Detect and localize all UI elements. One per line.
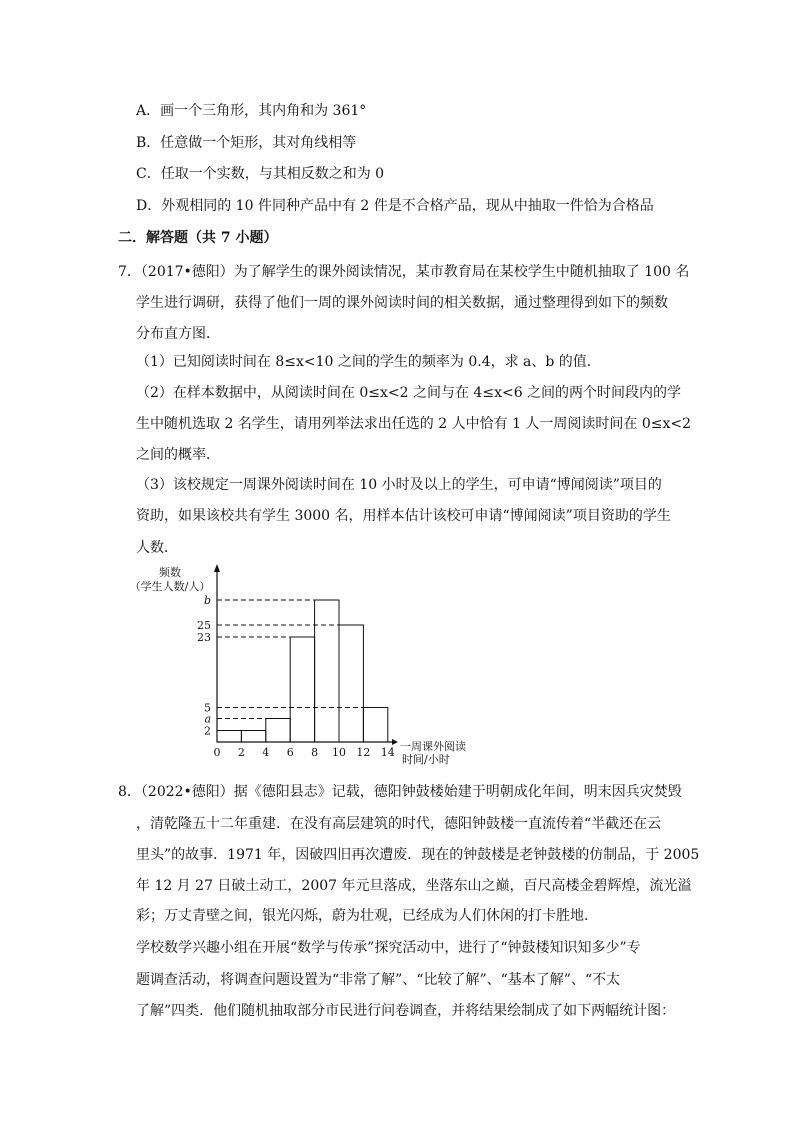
frequency-histogram bbox=[120, 560, 520, 770]
y-tick-label-23: 23 bbox=[197, 631, 211, 644]
q7-line-10: 人数． bbox=[136, 540, 178, 556]
x-tick-label-2: 2 bbox=[237, 746, 245, 759]
q8-line-7: 题调查活动，将调查问题设置为“非常了解”、“比较了解”、“基本了解”、“不太 bbox=[136, 972, 621, 988]
q8-line-4: 年 12 月 27 日破土动工，2007 年元旦落成，坐落东山之巅，百尺高楼金碧辉煌，流光溢 bbox=[136, 878, 692, 894]
section-title: 二．解答题（共 7 小题） bbox=[118, 230, 278, 246]
x-tick-label-6: 6 bbox=[286, 746, 294, 759]
q7-line-4: （1）已知阅读时间在 8≤x<10 之间的学生的频率为 0.4，求 a、b 的值． bbox=[136, 354, 601, 370]
y-axis-title-1: 频数 bbox=[159, 566, 181, 579]
x-tick-label-8: 8 bbox=[311, 746, 319, 759]
option-a: A．画一个三角形，其内角和为 361° bbox=[136, 103, 367, 119]
q8-line-6: 学校数学兴趣小组在开展“数学与传承”探究活动中，进行了“钟鼓楼知识知多少”专 bbox=[136, 940, 641, 956]
histogram-bar-8-10 bbox=[315, 600, 339, 742]
histogram-bar-10-12 bbox=[339, 625, 363, 742]
option-c: C．任取一个实数，与其相反数之和为 0 bbox=[136, 166, 385, 182]
q8-line-1: 8．（2022•德阳）据《德阳县志》记载，德阳钟鼓楼始建于明朝成化年间，明末因兵灾焚毁 bbox=[118, 784, 682, 800]
histogram-bar-4-6 bbox=[266, 719, 290, 743]
q8-line-5: 彩；万丈青壁之间，银光闪烁，蔚为壮观，已经成为人们休闲的打卡胜地． bbox=[136, 908, 598, 924]
x-tick-label-10: 10 bbox=[332, 746, 346, 759]
q8-line-8: 了解”四类．他们随机抽取部分市民进行问卷调查，并将结果绘制成了如下两幅统计图： bbox=[136, 1003, 676, 1019]
q7-line-8: （3）该校规定一周课外阅读时间在 10 小时及以上的学生，可申请“博闻阅读”项目的 bbox=[136, 477, 662, 493]
q7-line-2: 学生进行调研，获得了他们一周的课外阅读时间的相关数据，通过整理得到如下的频数 bbox=[136, 295, 668, 311]
x-tick-label-12: 12 bbox=[356, 746, 371, 759]
x-axis-arrow bbox=[392, 739, 398, 745]
q7-line-3: 分布直方图． bbox=[136, 326, 220, 342]
x-tick-label-4: 4 bbox=[262, 746, 270, 759]
q8-line-3: 里头”的故事．1971 年，因破四旧再次遭废．现在的钟鼓楼是老钟鼓楼的仿制品，于 2005 bbox=[136, 847, 700, 863]
q7-line-1: 7．（2017•德阳）为了解学生的课外阅读情况，某市教育局在某校学生中随机抽取了 100 名 bbox=[118, 264, 690, 280]
y-axis-arrow bbox=[214, 564, 220, 572]
histogram-bar-0-2 bbox=[217, 731, 241, 743]
y-tick-label-a: a bbox=[204, 712, 211, 726]
q8-line-2: ，清乾隆五十二年重建．在没有高层建筑的时代，德阳钟鼓楼一直流传着“半截还在云 bbox=[136, 816, 662, 832]
x-axis-title-1: 一周课外阅读 bbox=[400, 740, 466, 753]
x-tick-label-14: 14 bbox=[380, 746, 395, 759]
y-tick-label-2: 2 bbox=[204, 724, 211, 738]
option-b: B．任意做一个矩形，其对角线相等 bbox=[136, 135, 357, 151]
y-axis-title-2: （学生人数/人） bbox=[129, 580, 211, 593]
q7-line-9: 资助，如果该校共有学生 3000 名，用样本估计该校可申请“博闻阅读”项目资助的学生 bbox=[136, 508, 671, 524]
x-tick-label-0: 0 bbox=[213, 746, 221, 759]
option-d: D．外观相同的 10 件同种产品中有 2 件是不合格产品，现从中抽取一件恰为合格品 bbox=[136, 198, 654, 214]
histogram-bar-2-4 bbox=[241, 731, 265, 743]
y-tick-label-5: 5 bbox=[204, 701, 211, 715]
y-tick-label-25: 25 bbox=[197, 619, 211, 632]
q7-line-7: 之间的概率． bbox=[136, 447, 220, 463]
y-tick-label-b: b bbox=[203, 594, 211, 607]
q7-line-6: 生中随机选取 2 名学生，请用列举法求出任选的 2 人中恰有 1 人一周阅读时间在 0≤x<2 bbox=[136, 416, 692, 432]
x-axis-title-2: 时间/小时 bbox=[402, 753, 450, 766]
q7-line-5: （2）在样本数据中，从阅读时间在 0≤x<2 之间与在 4≤x<6 之间的两个时间段内的学 bbox=[136, 385, 682, 401]
histogram-bar-6-8 bbox=[290, 637, 314, 742]
histogram-bar-12-14 bbox=[363, 708, 387, 743]
